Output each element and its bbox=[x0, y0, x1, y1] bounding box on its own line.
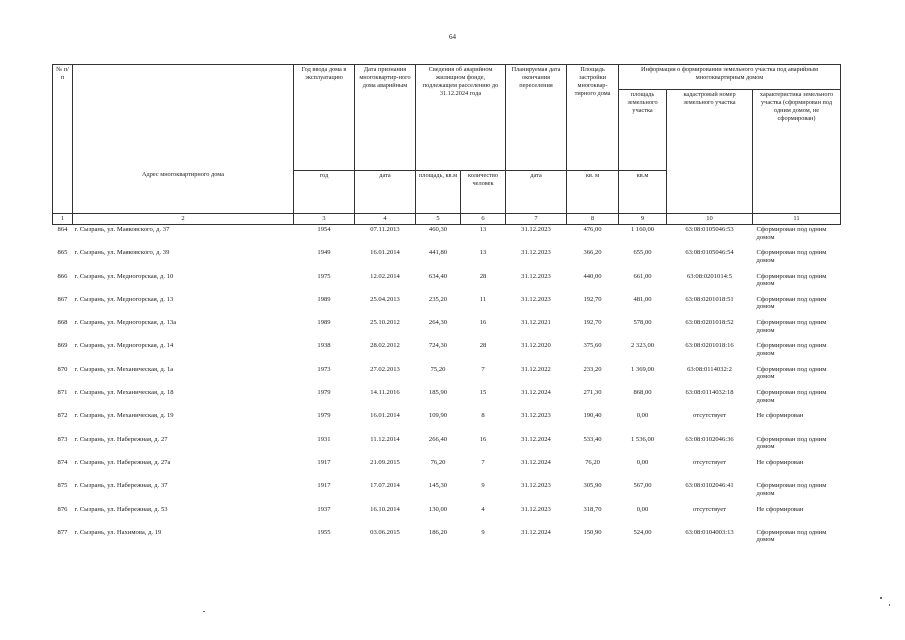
row-people: 7 bbox=[481, 365, 485, 373]
row-people: 11 bbox=[479, 295, 487, 303]
row-people: 4 bbox=[481, 505, 485, 513]
row-built-area: 318,70 bbox=[583, 505, 602, 513]
scan-speck bbox=[880, 597, 882, 599]
row-number: 871 bbox=[57, 389, 68, 397]
row-year: 1954 bbox=[317, 226, 331, 233]
row-land-area: 661,00 bbox=[633, 272, 652, 280]
row-recognition-date: 25.10.2012 bbox=[370, 319, 400, 327]
row-land-area: 567,00 bbox=[633, 482, 652, 490]
column-number: 10 bbox=[667, 214, 753, 225]
row-address: г. Сызрань, ул. Набережная, д. 37 bbox=[74, 482, 168, 490]
row-cadastral-number: 63:08:0201018:16 bbox=[685, 342, 734, 350]
row-address: г. Сызрань, ул. Набережная, д. 53 bbox=[74, 505, 168, 513]
row-built-area: 150,90 bbox=[583, 528, 602, 536]
row-number: 875 bbox=[57, 482, 68, 490]
row-land-characteristic: Сформирован под одним домом bbox=[756, 435, 827, 451]
row-recognition-date: 16.01.2014 bbox=[370, 412, 400, 420]
row-number: 864 bbox=[57, 226, 68, 233]
column-number: 9 bbox=[619, 214, 667, 225]
row-land-area: 1 369,00 bbox=[630, 365, 655, 373]
row-cadastral-number: 63:08:0104003:13 bbox=[685, 528, 734, 536]
row-address: г. Сызрань, ул. Механическая, д. 18 bbox=[74, 389, 174, 397]
row-built-area: 190,40 bbox=[583, 412, 602, 420]
row-address: г. Сызрань, ул. Медногорская, д. 13а bbox=[74, 319, 177, 327]
column-number: 4 bbox=[355, 214, 416, 225]
row-built-area: 533,40 bbox=[583, 435, 602, 443]
row-built-area: 375,60 bbox=[583, 342, 602, 350]
row-recognition-date: 28.02.2012 bbox=[370, 342, 400, 350]
row-year: 1989 bbox=[317, 295, 331, 303]
row-area: 724,30 bbox=[428, 342, 448, 350]
row-land-characteristic: Сформирован под одним домом bbox=[756, 319, 827, 334]
row-cadastral-number: 63:08:0105046:54 bbox=[685, 249, 734, 257]
row-people: 16 bbox=[479, 435, 487, 443]
row-number: 870 bbox=[57, 365, 68, 373]
row-year: 1955 bbox=[317, 528, 331, 536]
header-unit-land-sqm: кв.м bbox=[619, 171, 667, 214]
header-col-planned-date: Планируемая дата окончания переселения bbox=[506, 65, 567, 171]
header-unit-year: год bbox=[294, 171, 355, 214]
row-cadastral-number: отсутствует bbox=[693, 458, 727, 466]
row-address: г. Сызрань, ул. Механическая, д. 1а bbox=[74, 365, 174, 373]
row-cadastral-number: отсутствует bbox=[693, 412, 727, 420]
row-recognition-date: 11.12.2014 bbox=[370, 435, 400, 443]
row-address: г. Сызрань, ул. Набережная, д. 27а bbox=[74, 458, 171, 466]
row-land-characteristic: Не сформирован bbox=[756, 458, 804, 466]
row-number: 867 bbox=[57, 295, 68, 303]
row-area: 264,30 bbox=[428, 319, 448, 327]
header-col-address: Адрес многоквартирного дома bbox=[73, 65, 294, 214]
row-year: 1973 bbox=[317, 365, 331, 373]
table-row bbox=[53, 435, 841, 458]
row-area: 130,00 bbox=[428, 505, 448, 513]
row-land-area: 655,00 bbox=[633, 249, 652, 257]
row-recognition-date: 12.02.2014 bbox=[370, 272, 400, 280]
row-people: 9 bbox=[481, 482, 485, 490]
scan-speck bbox=[889, 604, 890, 606]
row-number: 873 bbox=[57, 435, 68, 443]
row-area: 441,80 bbox=[428, 249, 448, 257]
header-sub-land-area: площадь земельного участка bbox=[619, 90, 667, 171]
row-recognition-date: 17.07.2014 bbox=[370, 482, 400, 490]
header-col-year: Год ввода дома в эксплуатацию bbox=[294, 65, 355, 171]
row-area: 186,20 bbox=[428, 528, 448, 536]
row-land-area: 1 160,00 bbox=[630, 226, 655, 233]
row-land-characteristic: Сформирован под одним домом bbox=[756, 342, 827, 358]
row-cadastral-number: 63:08:0201014:5 bbox=[686, 272, 733, 280]
row-recognition-date: 14.11.2016 bbox=[370, 389, 400, 397]
row-cadastral-number: 63:08:0201018:52 bbox=[685, 319, 734, 327]
row-recognition-date: 21.09.2015 bbox=[370, 458, 400, 466]
table-row bbox=[53, 528, 841, 551]
table-row bbox=[53, 411, 841, 434]
header-col-built-area: Площадь застройки многоквар-тирного дома bbox=[567, 65, 619, 171]
row-cadastral-number: 63:08:0114032:18 bbox=[685, 389, 734, 397]
header-sub-cadastral: кадастровый номер земельного участка bbox=[667, 90, 753, 214]
column-number: 7 bbox=[506, 214, 567, 225]
row-year: 1931 bbox=[317, 435, 331, 443]
row-number: 872 bbox=[57, 412, 68, 420]
row-year: 1937 bbox=[317, 505, 331, 513]
row-planned-date: 31.12.2023 bbox=[521, 412, 551, 420]
table-body bbox=[53, 225, 841, 552]
row-land-area: 481,00 bbox=[633, 295, 652, 303]
row-area: 235,20 bbox=[428, 295, 448, 303]
row-planned-date: 31.12.2023 bbox=[521, 482, 551, 490]
row-recognition-date: 25.04.2013 bbox=[370, 295, 400, 303]
row-planned-date: 31.12.2024 bbox=[521, 389, 551, 397]
header-col-no: № п/п bbox=[53, 65, 73, 214]
header-unit-area: площадь, кв.м bbox=[416, 171, 461, 214]
row-address: г. Сызрань, ул. Механическая, д. 19 bbox=[74, 412, 174, 420]
header-unit-plan-date: дата bbox=[506, 171, 567, 214]
row-people: 13 bbox=[479, 249, 487, 257]
row-land-area: 2 323,00 bbox=[630, 342, 655, 350]
row-people: 16 bbox=[479, 319, 487, 327]
header-col-info-resettlement: Сведения об аварийном жилищном фонде, подлежащем расселению до 31.12.2024 года bbox=[416, 65, 506, 171]
header-col-date-recognition: Дата признания многоквартир-ного дома аварийным bbox=[355, 65, 416, 171]
column-number: 8 bbox=[567, 214, 619, 225]
row-planned-date: 31.12.2024 bbox=[521, 435, 551, 443]
row-built-area: 271,30 bbox=[583, 389, 602, 397]
scan-speck bbox=[203, 611, 205, 612]
row-people: 15 bbox=[479, 389, 487, 397]
row-cadastral-number: 63:08:0114032:2 bbox=[687, 365, 732, 373]
row-planned-date: 31.12.2023 bbox=[521, 226, 551, 233]
row-land-characteristic: Не сформирован bbox=[756, 412, 804, 420]
row-land-characteristic: Сформирован под одним домом bbox=[756, 482, 827, 497]
row-people: 9 bbox=[481, 528, 485, 536]
row-year: 1979 bbox=[317, 389, 331, 397]
row-planned-date: 31.12.2023 bbox=[521, 249, 551, 257]
row-address: г. Сызрань, ул. Маяковского, д. 37 bbox=[74, 226, 170, 233]
row-address: г. Сызрань, ул. Маяковского, д. 39 bbox=[74, 249, 170, 257]
row-year: 1979 bbox=[317, 412, 331, 420]
column-number: 6 bbox=[461, 214, 506, 225]
row-area: 75,20 bbox=[430, 365, 446, 373]
row-year: 1917 bbox=[317, 482, 331, 490]
row-number: 874 bbox=[57, 458, 68, 466]
header-unit-people: количество человек bbox=[461, 171, 506, 214]
row-land-characteristic: Сформирован под одним домом bbox=[756, 226, 827, 241]
table-row bbox=[53, 505, 841, 528]
row-land-area: 0,00 bbox=[636, 458, 649, 466]
row-recognition-date: 16.01.2014 bbox=[370, 249, 400, 257]
row-land-characteristic: Сформирован под одним домом bbox=[756, 249, 827, 264]
row-planned-date: 31.12.2022 bbox=[521, 365, 551, 373]
row-address: г. Сызрань, ул. Нахимова, д. 19 bbox=[74, 528, 162, 536]
column-number-row bbox=[53, 214, 841, 225]
table-row bbox=[53, 481, 841, 504]
page-number: 64 bbox=[449, 33, 456, 41]
row-area: 76,20 bbox=[430, 458, 446, 466]
row-built-area: 440,00 bbox=[583, 272, 602, 280]
row-area: 634,40 bbox=[428, 272, 448, 280]
row-built-area: 76,20 bbox=[585, 458, 600, 466]
table-row bbox=[53, 388, 841, 411]
row-number: 876 bbox=[57, 505, 68, 513]
row-built-area: 476,00 bbox=[583, 226, 602, 233]
table-row bbox=[53, 295, 841, 318]
row-built-area: 305,90 bbox=[583, 482, 602, 490]
table-row bbox=[53, 225, 841, 249]
row-planned-date: 31.12.2024 bbox=[521, 528, 551, 536]
row-year: 1949 bbox=[317, 249, 331, 257]
row-recognition-date: 27.02.2013 bbox=[370, 365, 400, 373]
row-people: 13 bbox=[479, 226, 487, 233]
row-number: 868 bbox=[57, 319, 68, 327]
table-row bbox=[53, 248, 841, 271]
row-area: 185,90 bbox=[428, 389, 448, 397]
table-row bbox=[53, 272, 841, 295]
row-cadastral-number: отсутствует bbox=[693, 505, 727, 513]
column-number: 2 bbox=[73, 214, 294, 225]
header-col-land-info: Информация о формировании земельного участка под аварийным многоквартирным домом bbox=[619, 65, 841, 90]
column-number: 5 bbox=[416, 214, 461, 225]
row-year: 1938 bbox=[317, 342, 331, 350]
table-row bbox=[53, 318, 841, 341]
row-planned-date: 31.12.2023 bbox=[521, 505, 551, 513]
table-row bbox=[53, 341, 841, 364]
table-row bbox=[53, 458, 841, 481]
row-land-characteristic: Сформирован под одним домом bbox=[756, 295, 827, 311]
row-year: 1989 bbox=[317, 319, 331, 327]
row-area: 460,30 bbox=[428, 226, 448, 233]
row-people: 7 bbox=[481, 458, 485, 466]
row-built-area: 366,20 bbox=[583, 249, 602, 257]
row-area: 109,90 bbox=[428, 412, 448, 420]
row-built-area: 192,70 bbox=[583, 319, 602, 327]
row-cadastral-number: 63:08:0105046:53 bbox=[685, 226, 734, 233]
row-year: 1975 bbox=[317, 272, 331, 280]
row-land-characteristic: Сформирован под одним домом bbox=[756, 389, 827, 404]
column-number: 11 bbox=[753, 214, 841, 225]
row-area: 266,40 bbox=[428, 435, 448, 443]
row-land-area: 868,00 bbox=[633, 389, 652, 397]
row-number: 866 bbox=[57, 272, 68, 280]
row-planned-date: 31.12.2023 bbox=[521, 295, 551, 303]
row-planned-date: 31.12.2024 bbox=[521, 458, 551, 466]
row-recognition-date: 16.10.2014 bbox=[370, 505, 400, 513]
column-number: 1 bbox=[53, 214, 73, 225]
row-area: 145,30 bbox=[428, 482, 448, 490]
row-address: г. Сызрань, ул. Медногорская, д. 10 bbox=[74, 272, 174, 280]
row-land-area: 0,00 bbox=[636, 505, 649, 513]
row-built-area: 233,20 bbox=[583, 365, 602, 373]
column-number: 3 bbox=[294, 214, 355, 225]
row-recognition-date: 07.11.2013 bbox=[370, 226, 400, 233]
row-planned-date: 31.12.2023 bbox=[521, 272, 551, 280]
row-land-characteristic: Сформирован под одним домом bbox=[756, 365, 827, 381]
header-unit-sqm: кв. м bbox=[567, 171, 619, 214]
row-cadastral-number: 63:08:0102046:36 bbox=[685, 435, 734, 443]
row-built-area: 192,70 bbox=[583, 295, 602, 303]
row-people: 28 bbox=[479, 342, 487, 350]
row-recognition-date: 03.06.2015 bbox=[370, 528, 400, 536]
row-land-characteristic: Не сформирован bbox=[756, 505, 804, 513]
header-sub-characteristic: характеристика земельного участка (сформирован под одним домом, не сформирован) bbox=[753, 90, 841, 214]
row-land-area: 578,00 bbox=[633, 319, 652, 327]
row-land-area: 1 536,00 bbox=[630, 435, 655, 443]
row-planned-date: 31.12.2021 bbox=[521, 319, 551, 327]
row-cadastral-number: 63:08:0102046:41 bbox=[685, 482, 734, 490]
row-address: г. Сызрань, ул. Медногорская, д. 14 bbox=[74, 342, 174, 350]
row-cadastral-number: 63:08:0201018:51 bbox=[685, 295, 734, 303]
row-land-characteristic: Сформирован под одним домом bbox=[756, 528, 827, 544]
table-row bbox=[53, 365, 841, 388]
row-number: 869 bbox=[57, 342, 68, 350]
row-people: 28 bbox=[479, 272, 487, 280]
row-people: 8 bbox=[481, 412, 485, 420]
row-land-area: 524,00 bbox=[633, 528, 652, 536]
row-address: г. Сызрань, ул. Набережная, д. 27 bbox=[74, 435, 168, 443]
row-address: г. Сызрань, ул. Медногорская, д. 13 bbox=[74, 295, 174, 303]
row-planned-date: 31.12.2020 bbox=[521, 342, 551, 350]
row-number: 877 bbox=[57, 528, 68, 536]
row-year: 1917 bbox=[317, 458, 331, 466]
row-land-characteristic: Сформирован под одним домом bbox=[756, 272, 827, 288]
row-number: 865 bbox=[57, 249, 68, 257]
header-unit-date: дата bbox=[355, 171, 416, 214]
emergency-housing-table bbox=[52, 64, 841, 551]
row-land-area: 0,00 bbox=[636, 412, 649, 420]
